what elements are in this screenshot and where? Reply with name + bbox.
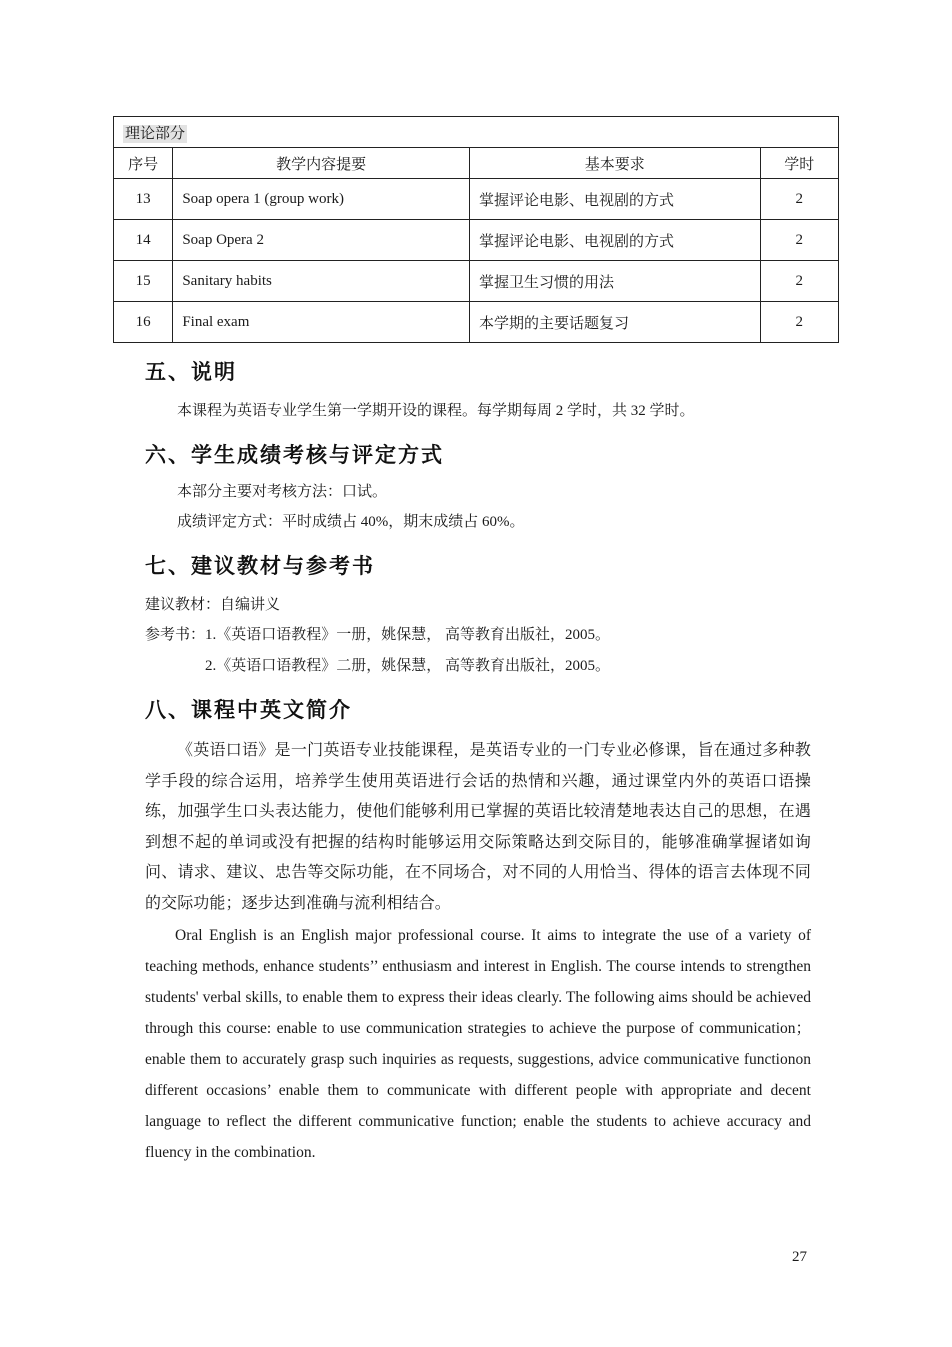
section6-heading: 六、学生成绩考核与评定方式	[145, 443, 444, 467]
section7-heading: 七、建议教材与参考书	[145, 554, 375, 578]
course-schedule-table	[113, 116, 839, 343]
table-row	[114, 220, 839, 261]
page-number: 27	[792, 1249, 807, 1265]
table-row	[114, 302, 839, 343]
section7-textbook: 建议教材：自编讲义	[145, 597, 281, 613]
table-caption-cell	[114, 117, 839, 148]
cell-content: Soap Opera 2	[173, 220, 470, 261]
cell-hours: 2	[760, 220, 838, 261]
cell-number: 16	[114, 302, 173, 343]
cell-requirement: 掌握评论电影、电视剧的方式	[469, 220, 760, 261]
table-row	[114, 179, 839, 220]
section7-reference-2: 2.《英语口语教程》二册，姚保慧， 高等教育出版社，2005。	[205, 658, 611, 674]
cell-hours: 2	[760, 261, 838, 302]
cell-requirement: 本学期的主要话题复习	[469, 302, 760, 343]
cell-hours: 2	[760, 302, 838, 343]
cell-content: Sanitary habits	[173, 261, 470, 302]
section5-heading: 五、说明	[145, 360, 237, 384]
cell-number: 14	[114, 220, 173, 261]
cell-content: Soap opera 1 (group work)	[173, 179, 470, 220]
cell-number: 15	[114, 261, 173, 302]
header-hours: 学时	[760, 148, 838, 179]
section6-grading: 成绩评定方式：平时成绩占 40%，期末成绩占 60%。	[177, 514, 525, 530]
section6-exam-method: 本部分主要对考核方法：口试。	[177, 484, 388, 500]
cell-requirement: 掌握评论电影、电视剧的方式	[469, 179, 760, 220]
section8-heading: 八、课程中英文简介	[145, 698, 352, 722]
table-header-row	[114, 148, 839, 179]
cell-requirement: 掌握卫生习惯的用法	[469, 261, 760, 302]
header-content: 教学内容提要	[173, 148, 470, 179]
cell-content: Final exam	[173, 302, 470, 343]
cell-number: 13	[114, 179, 173, 220]
table-caption-row	[114, 117, 839, 148]
section8-chinese-intro: 《英语口语》是一门英语专业技能课程，是英语专业的一门专业必修课，旨在通过多种教学手段的综合运用，培养学生使用英语进行会话的热情和兴趣，通过课堂内外的英语口语操练，加强学生口头表达能力，使他们能够利用已掌握的英语比较清楚地表达自己的思想，在遇到想不起的单词或没有把握的结构时能够运用交际策略达到交际目的，能够准确掌握诸如询问、请求、建议、忠告等交际功能，在不同场合，对不同的人用恰当、得体的语言去体现不同的交际功能；逐步达到准确与流利相结合。	[145, 742, 811, 912]
table-caption: 理论部分	[125, 125, 186, 142]
cell-hours: 2	[760, 179, 838, 220]
section7-reference-1: 参考书：1.《英语口语教程》一册，姚保慧， 高等教育出版社，2005。	[145, 627, 611, 643]
section5-text: 本课程为英语专业学生第一学期开设的课程。每学期每周 2 学时，共 32 学时。	[177, 403, 695, 419]
table-row	[114, 261, 839, 302]
section8-english-intro: Oral English is an English major professional course. It aims to integrate the use of a variety of teaching methods, enhance students’’ enthusiasm and interest in English. The course intends to strengthen students' verbal skills, to enable them to express their ideas clearly. The following aims should be achieved through this course: enable to use communication strategies to achieve the purpose of communication；enable them to accurately grasp such inquiries as requests, suggestions, advice communicative functionon different occasions’ enable them to communicate with different people with appropriate and decent language to reflect the different communicative function; enable the students to achieve accuracy and fluency in the combination.	[145, 927, 811, 1161]
header-number: 序号	[114, 148, 173, 179]
header-requirement: 基本要求	[469, 148, 760, 179]
